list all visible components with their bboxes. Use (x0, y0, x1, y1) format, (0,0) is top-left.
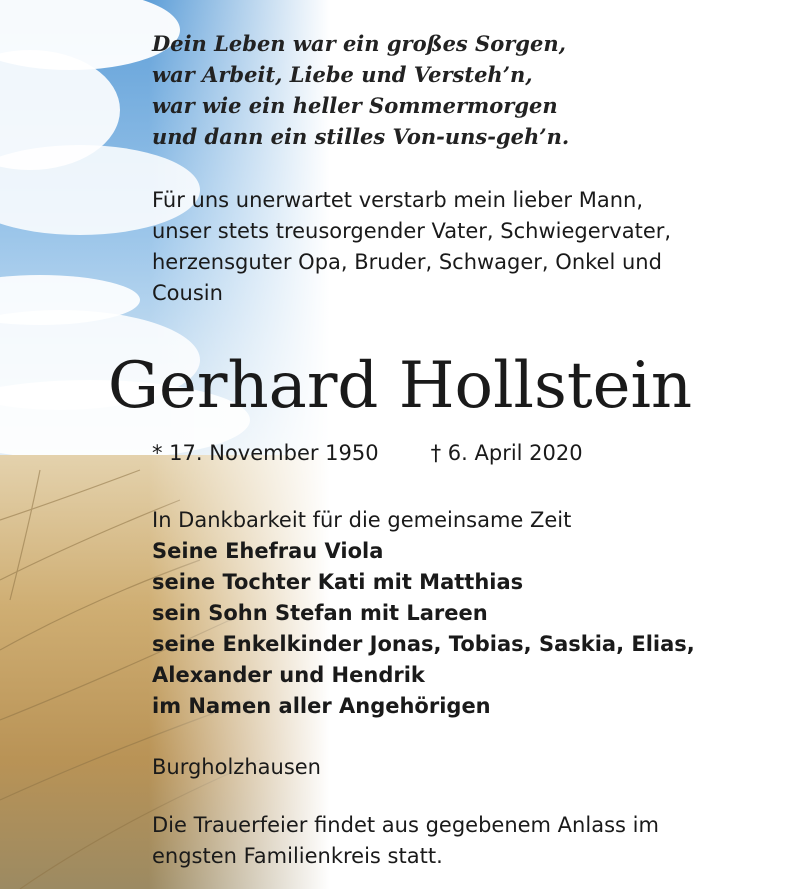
announcement-line: Für uns unerwartet verstarb mein lieber Mann, (152, 188, 643, 212)
poem (152, 28, 569, 152)
deceased-name: Gerhard Hollstein (107, 349, 693, 423)
mourner-line: Seine Ehefrau Viola (152, 539, 384, 563)
funeral-service-note (152, 810, 659, 872)
birth-date: * 17. November 1950 (152, 441, 379, 465)
announcement-text (152, 185, 671, 309)
mourner-line: Alexander und Hendrik (152, 663, 425, 687)
announcement-line: unser stets treusorgender Vater, Schwiegervater, (152, 219, 672, 243)
announcement-line: Cousin (152, 281, 223, 305)
poem-line: war wie ein heller Sommermorgen (152, 93, 558, 118)
announcement-line: herzensguter Opa, Bruder, Schwager, Onkel und (152, 250, 662, 274)
mourner-line: im Namen aller Angehörigen (152, 694, 491, 718)
mourner-line: sein Sohn Stefan mit Lareen (152, 601, 488, 625)
death-date: † 6. April 2020 (430, 441, 583, 465)
service-line: engsten Familienkreis statt. (152, 844, 443, 868)
gratitude-line: In Dankbarkeit für die gemeinsame Zeit (152, 508, 572, 532)
poem-line: und dann ein stilles Von-uns-geh’n. (152, 124, 570, 149)
poem-line: Dein Leben war ein großes Sorgen, (152, 31, 566, 56)
poem-line: war Arbeit, Liebe und Versteh’n, (152, 62, 533, 87)
place-name: Burgholzhausen (152, 755, 321, 779)
life-dates (152, 438, 583, 469)
mourner-line: seine Enkelkinder Jonas, Tobias, Saskia, Elias, (152, 632, 695, 656)
mourners-section (152, 505, 695, 722)
mourner-line: seine Tochter Kati mit Matthias (152, 570, 524, 594)
service-line: Die Trauerfeier findet aus gegebenem Anlass im (152, 813, 659, 837)
